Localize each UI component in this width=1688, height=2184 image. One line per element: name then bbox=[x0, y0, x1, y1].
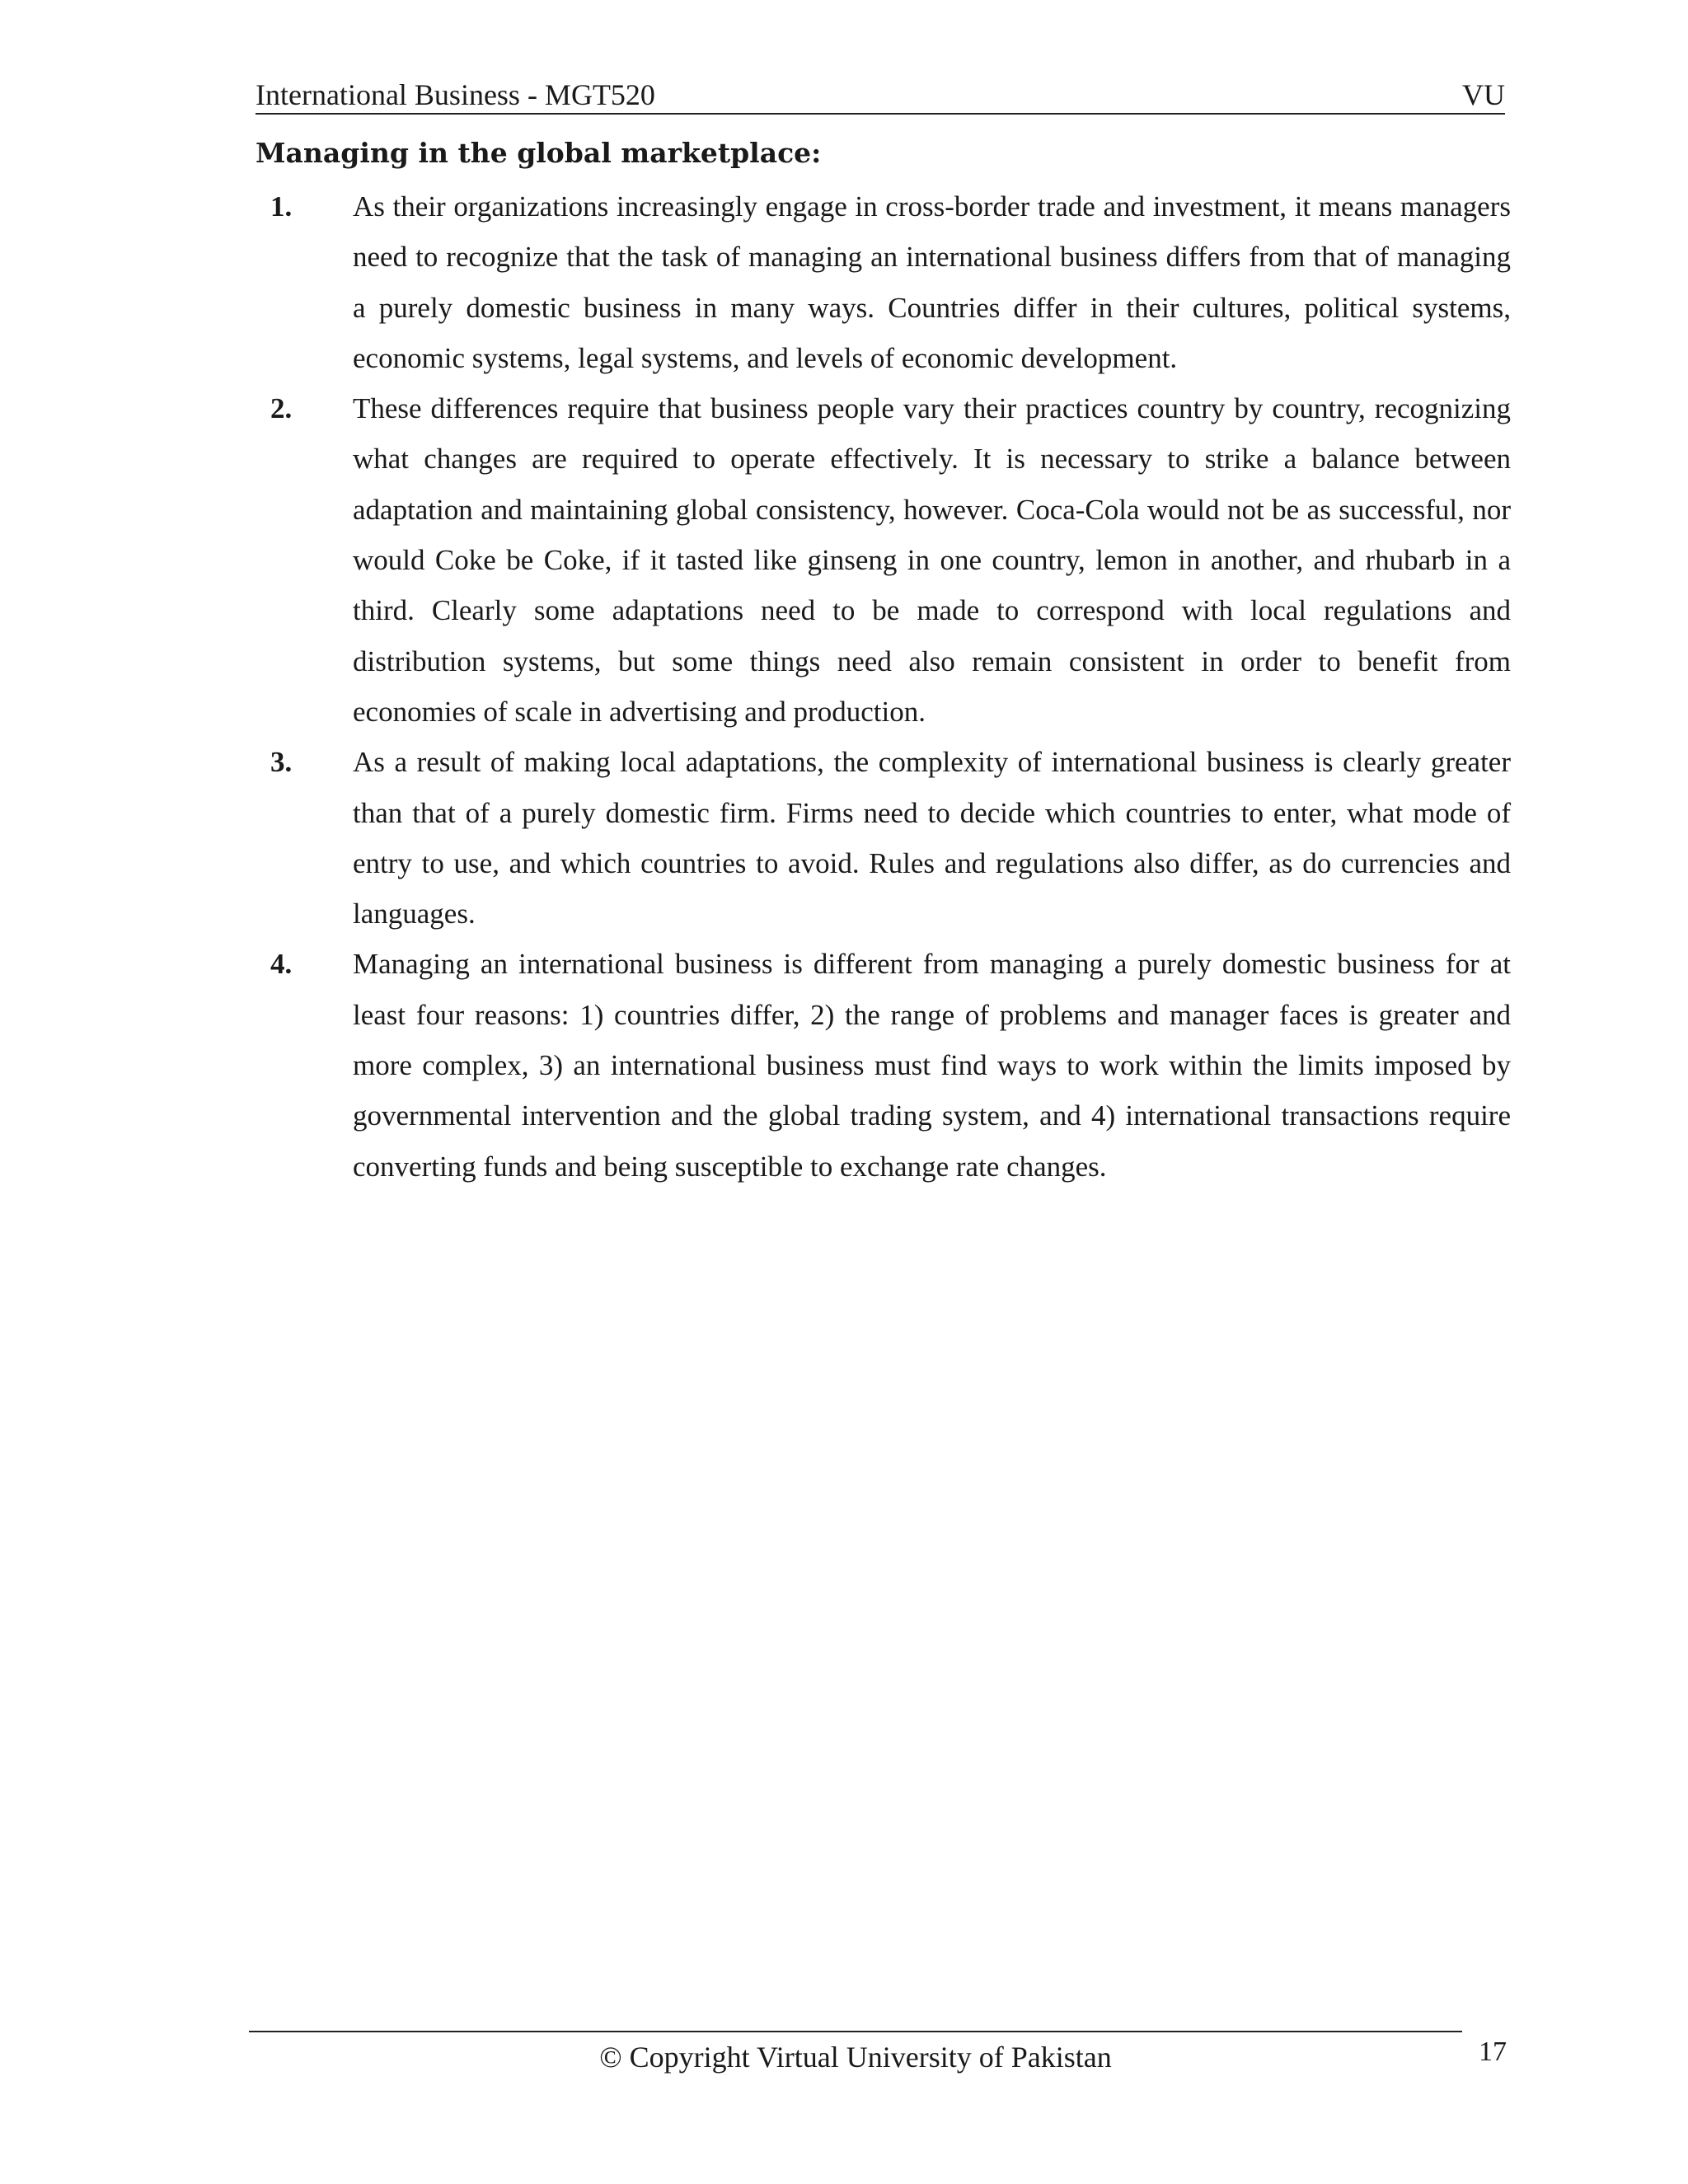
page-number: 17 bbox=[1479, 2036, 1507, 2067]
list-item bbox=[256, 737, 1511, 939]
page-header bbox=[256, 77, 1505, 115]
footer-divider bbox=[249, 2031, 1462, 2032]
copyright-notice: © Copyright Virtual University of Pakistan bbox=[599, 2041, 1112, 2074]
list-item bbox=[256, 181, 1511, 383]
list-item-text: As a result of making local adaptations, the complexity of international business is clearly greater than that of a purely domestic firm. Firms need to decide which countries to enter, what mode of entry to use, and which countries to avoid. Rules and regulations also differ, as do currencies and languages. bbox=[353, 746, 1511, 930]
list-item-text: Managing an international business is different from managing a purely domestic business for at least four reasons: 1) countries differ, 2) the range of problems and manager faces is greater and more complex, 3) an international business must find ways to work within the limits imposed by governmental intervention and the global trading system, and 4) international transactions require converting funds and being susceptible to exchange rate changes. bbox=[353, 948, 1511, 1183]
list-item-number: 2. bbox=[270, 392, 293, 425]
list-item-text: As their organizations increasingly engage in cross-border trade and investment, it means managers need to recognize that the task of managing an international business differs from that of managing a purely domestic business in many ways. Countries differ in their cultures, political systems, economic systems, legal systems, and levels of economic development. bbox=[353, 190, 1511, 374]
numbered-list bbox=[256, 181, 1511, 1192]
list-item bbox=[256, 939, 1511, 1191]
list-item bbox=[256, 383, 1511, 737]
institution-abbrev: VU bbox=[1462, 78, 1505, 111]
section-title: Managing in the global marketplace: bbox=[256, 137, 822, 169]
list-item-number: 3. bbox=[270, 746, 293, 779]
list-item-text: These differences require that business people vary their practices country by country, recognizing what changes are required to operate effectively. It is necessary to strike a balance between adaptation and maintaining global consistency, however. Coca-Cola would not be as successful, nor would Coke be Coke, if it tasted like ginseng in one country, lemon in another, and rhubarb in a third. Clearly some adaptations need to be made to correspond with local regulations and distribution systems, but some things need also remain consistent in order to benefit from economies of scale in advertising and production. bbox=[353, 392, 1511, 728]
list-item-number: 1. bbox=[270, 190, 293, 223]
list-item-number: 4. bbox=[270, 948, 293, 981]
course-title: International Business - MGT520 bbox=[256, 78, 655, 111]
